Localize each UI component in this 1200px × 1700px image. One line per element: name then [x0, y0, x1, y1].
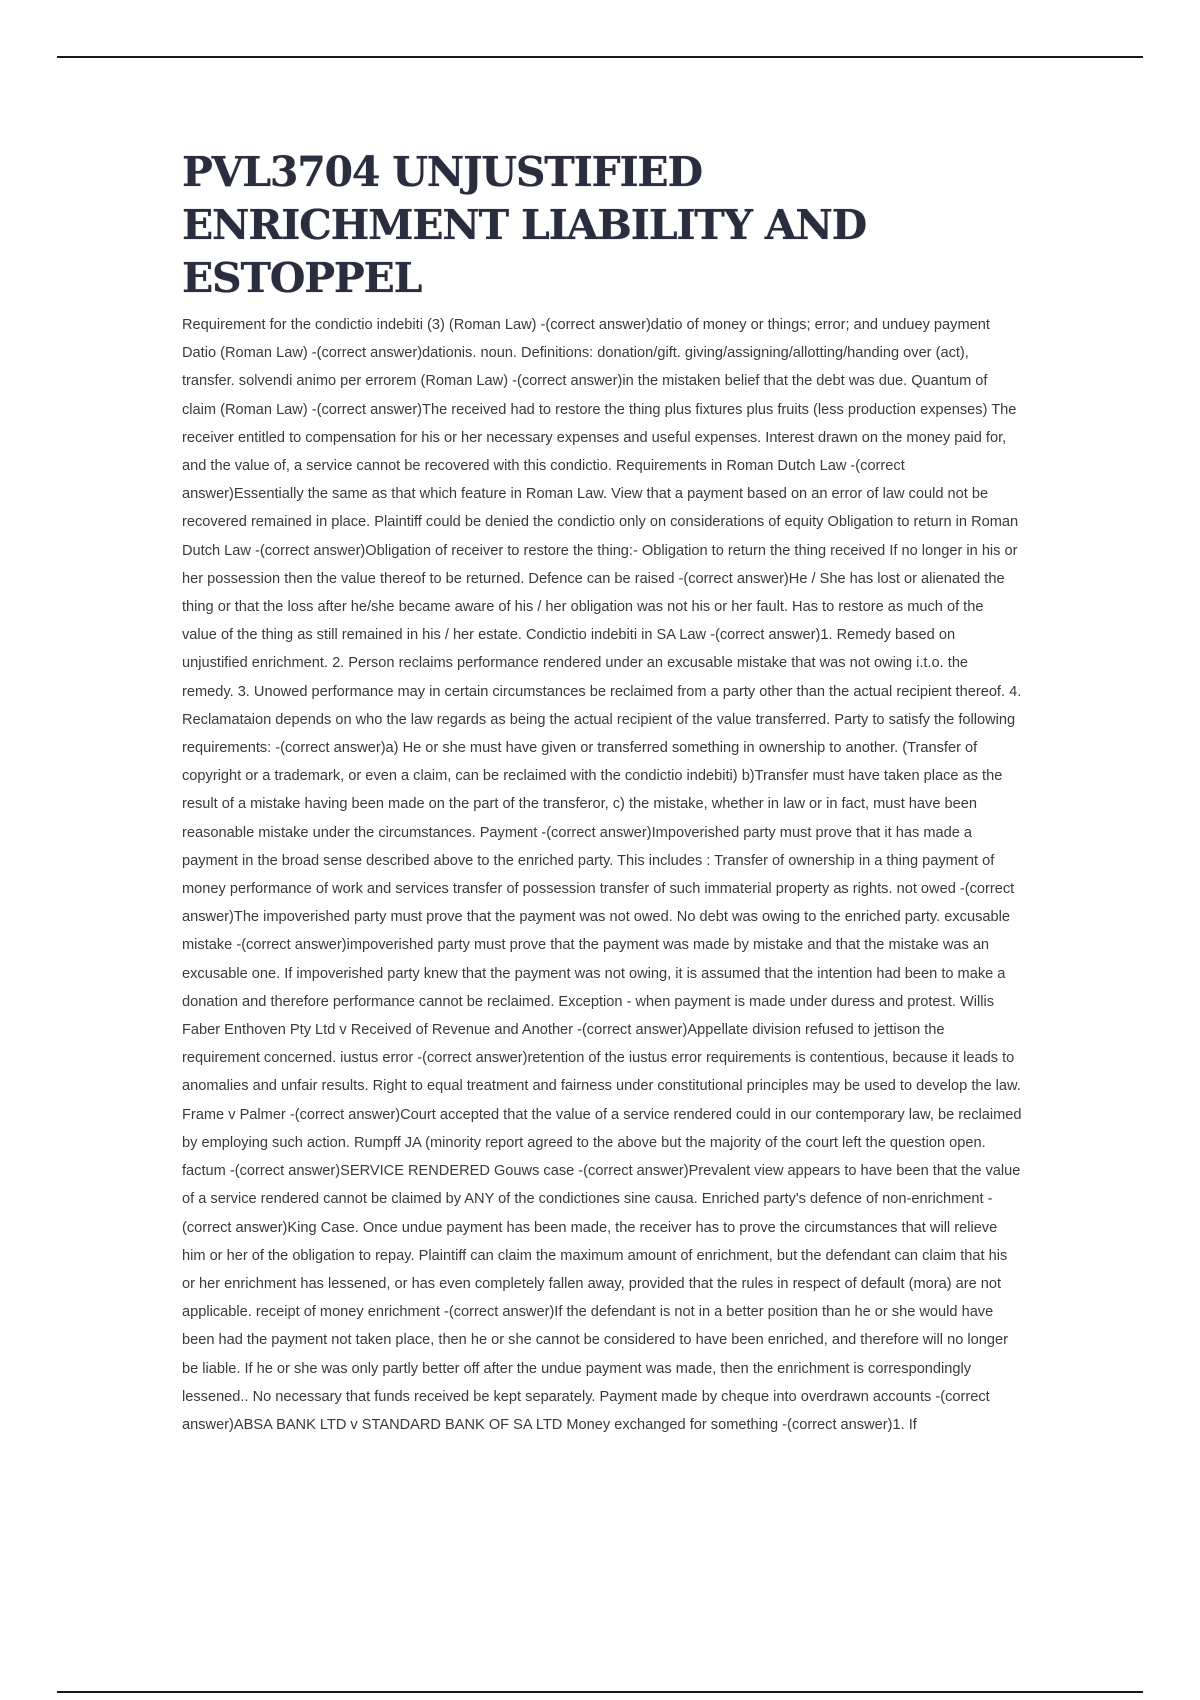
top-divider	[57, 56, 1143, 58]
document-body: Requirement for the condictio indebiti (3) (Roman Law) -(correct answer)datio of money or things; error; and unduey payment Datio (Roman Law) -(correct answer)dationis. noun. Definitions: donation/gift. giving/assigning/allotting/handing over (act), transfer. solvendi animo per errorem (Roman Law) -(correct answer)in the mistaken belief that the debt was due. Quantum of claim (Roman Law) -(correct answer)The received had to restore the thing plus fixtures plus fruits (less production expenses) The receiver entitled to compensation for his or her necessary expenses and useful expenses. Interest drawn on the money paid for, and the value of, a service cannot be recovered with this condictio. Requirements in Roman Dutch Law -(correct answer)Essentially the same as that which feature in Roman Law. View that a payment based on an error of law could not be recovered remained in place. Plaintiff could be denied the condictio only on considerations of equity Obligation to return in Roman Dutch Law -(correct answer)Obligation of receiver to restore the thing:- Obligation to return the thing received If no longer in his or her possession then the value thereof to be returned. Defence can be raised -(correct answer)He / She has lost or alienated the thing or that the loss after he/she became aware of his / her obligation was not his or her fault. Has to restore as much of the value of the thing as still remained in his / her estate. Condictio indebiti in SA Law -(correct answer)1. Remedy based on unjustified enrichment. 2. Person reclaims performance rendered under an excusable mistake that was not owing i.t.o. the remedy. 3. Unowed performance may in certain circumstances be reclaimed from a party other than the actual recipient thereof. 4. Reclamataion depends on who the law regards as being the actual recipient of the value transferred. Party to satisfy the following requirements: -(correct answer)a) He or she must have given or transferred something in ownership to another. (Transfer of copyright or a trademark, or even a claim, can be reclaimed with the condictio indebiti) b)Transfer must have taken place as the result of a mistake having been made on the part of the transferor, c) the mistake, whether in law or in fact, must have been reasonable mistake under the circumstances. Payment -(correct answer)Impoverished party must prove that it has made a payment in the broad sense described above to the enriched party. This includes : Transfer of ownership in a thing payment of money performance of work and services transfer of possession transfer of such immaterial property as rights. not owed -(correct answer)The impoverished party must prove that the payment was not owed. No debt was owing to the enriched party. excusable mistake -(correct answer)impoverished party must prove that the payment was made by mistake and that the mistake was an excusable one. If impoverished party knew that the payment was not owing, it is assumed that the intention had been to make a donation and therefore performance cannot be reclaimed. Exception - when payment is made under duress and protest. Willis Faber Enthoven Pty Ltd v Received of Revenue and Another -(correct answer)Appellate division refused to jettison the requirement concerned. iustus error -(correct answer)retention of the iustus error requirements is contentious, because it leads to anomalies and unfair results. Right to equal treatment and fairness under constitutional principles may be used to develop the law. Frame v Palmer -(correct answer)Court accepted that the value of a service rendered could in our contemporary law, be reclaimed by employing such action. Rumpff JA (minority report agreed to the above but the majority of the court left the question open. factum -(correct answer)SERVICE RENDERED Gouws case -(correct answer)Prevalent view appears to have been that the value of a service rendered cannot be claimed by ANY of the condictiones sine causa. Enriched party's defence of non-enrichment -(correct answer)King Case. Once undue payment has been made, the receiver has to prove the circumstances that will relieve him or her of the obligation to repay. Plaintiff can claim the maximum amount of enrichment, but the defendant can claim that his or her enrichment has lessened, or has even completely fallen away, provided that the rules in respect of default (mora) are not applicable. receipt of money enrichment -(correct answer)If the defendant is not in a better position than he or she would have been had the payment not taken place, then he or she cannot be considered to have been enriched, and therefore will no longer be liable. If he or she was only partly better off after the undue payment was made, then the enrichment is correspondingly lessened.. No necessary that funds received be kept separately. Payment made by cheque into overdrawn accounts -(correct answer)ABSA BANK LTD v STANDARD BANK OF SA LTD Money exchanged for something -(correct answer)1. If	[182, 317, 1022, 1433]
document-title: PVL3704 UNJUSTIFIED ENRICHMENT LIABILITY AND ESTOPPEL	[182, 148, 866, 302]
document-page	[182, 146, 1022, 1439]
bottom-divider	[57, 1691, 1143, 1693]
